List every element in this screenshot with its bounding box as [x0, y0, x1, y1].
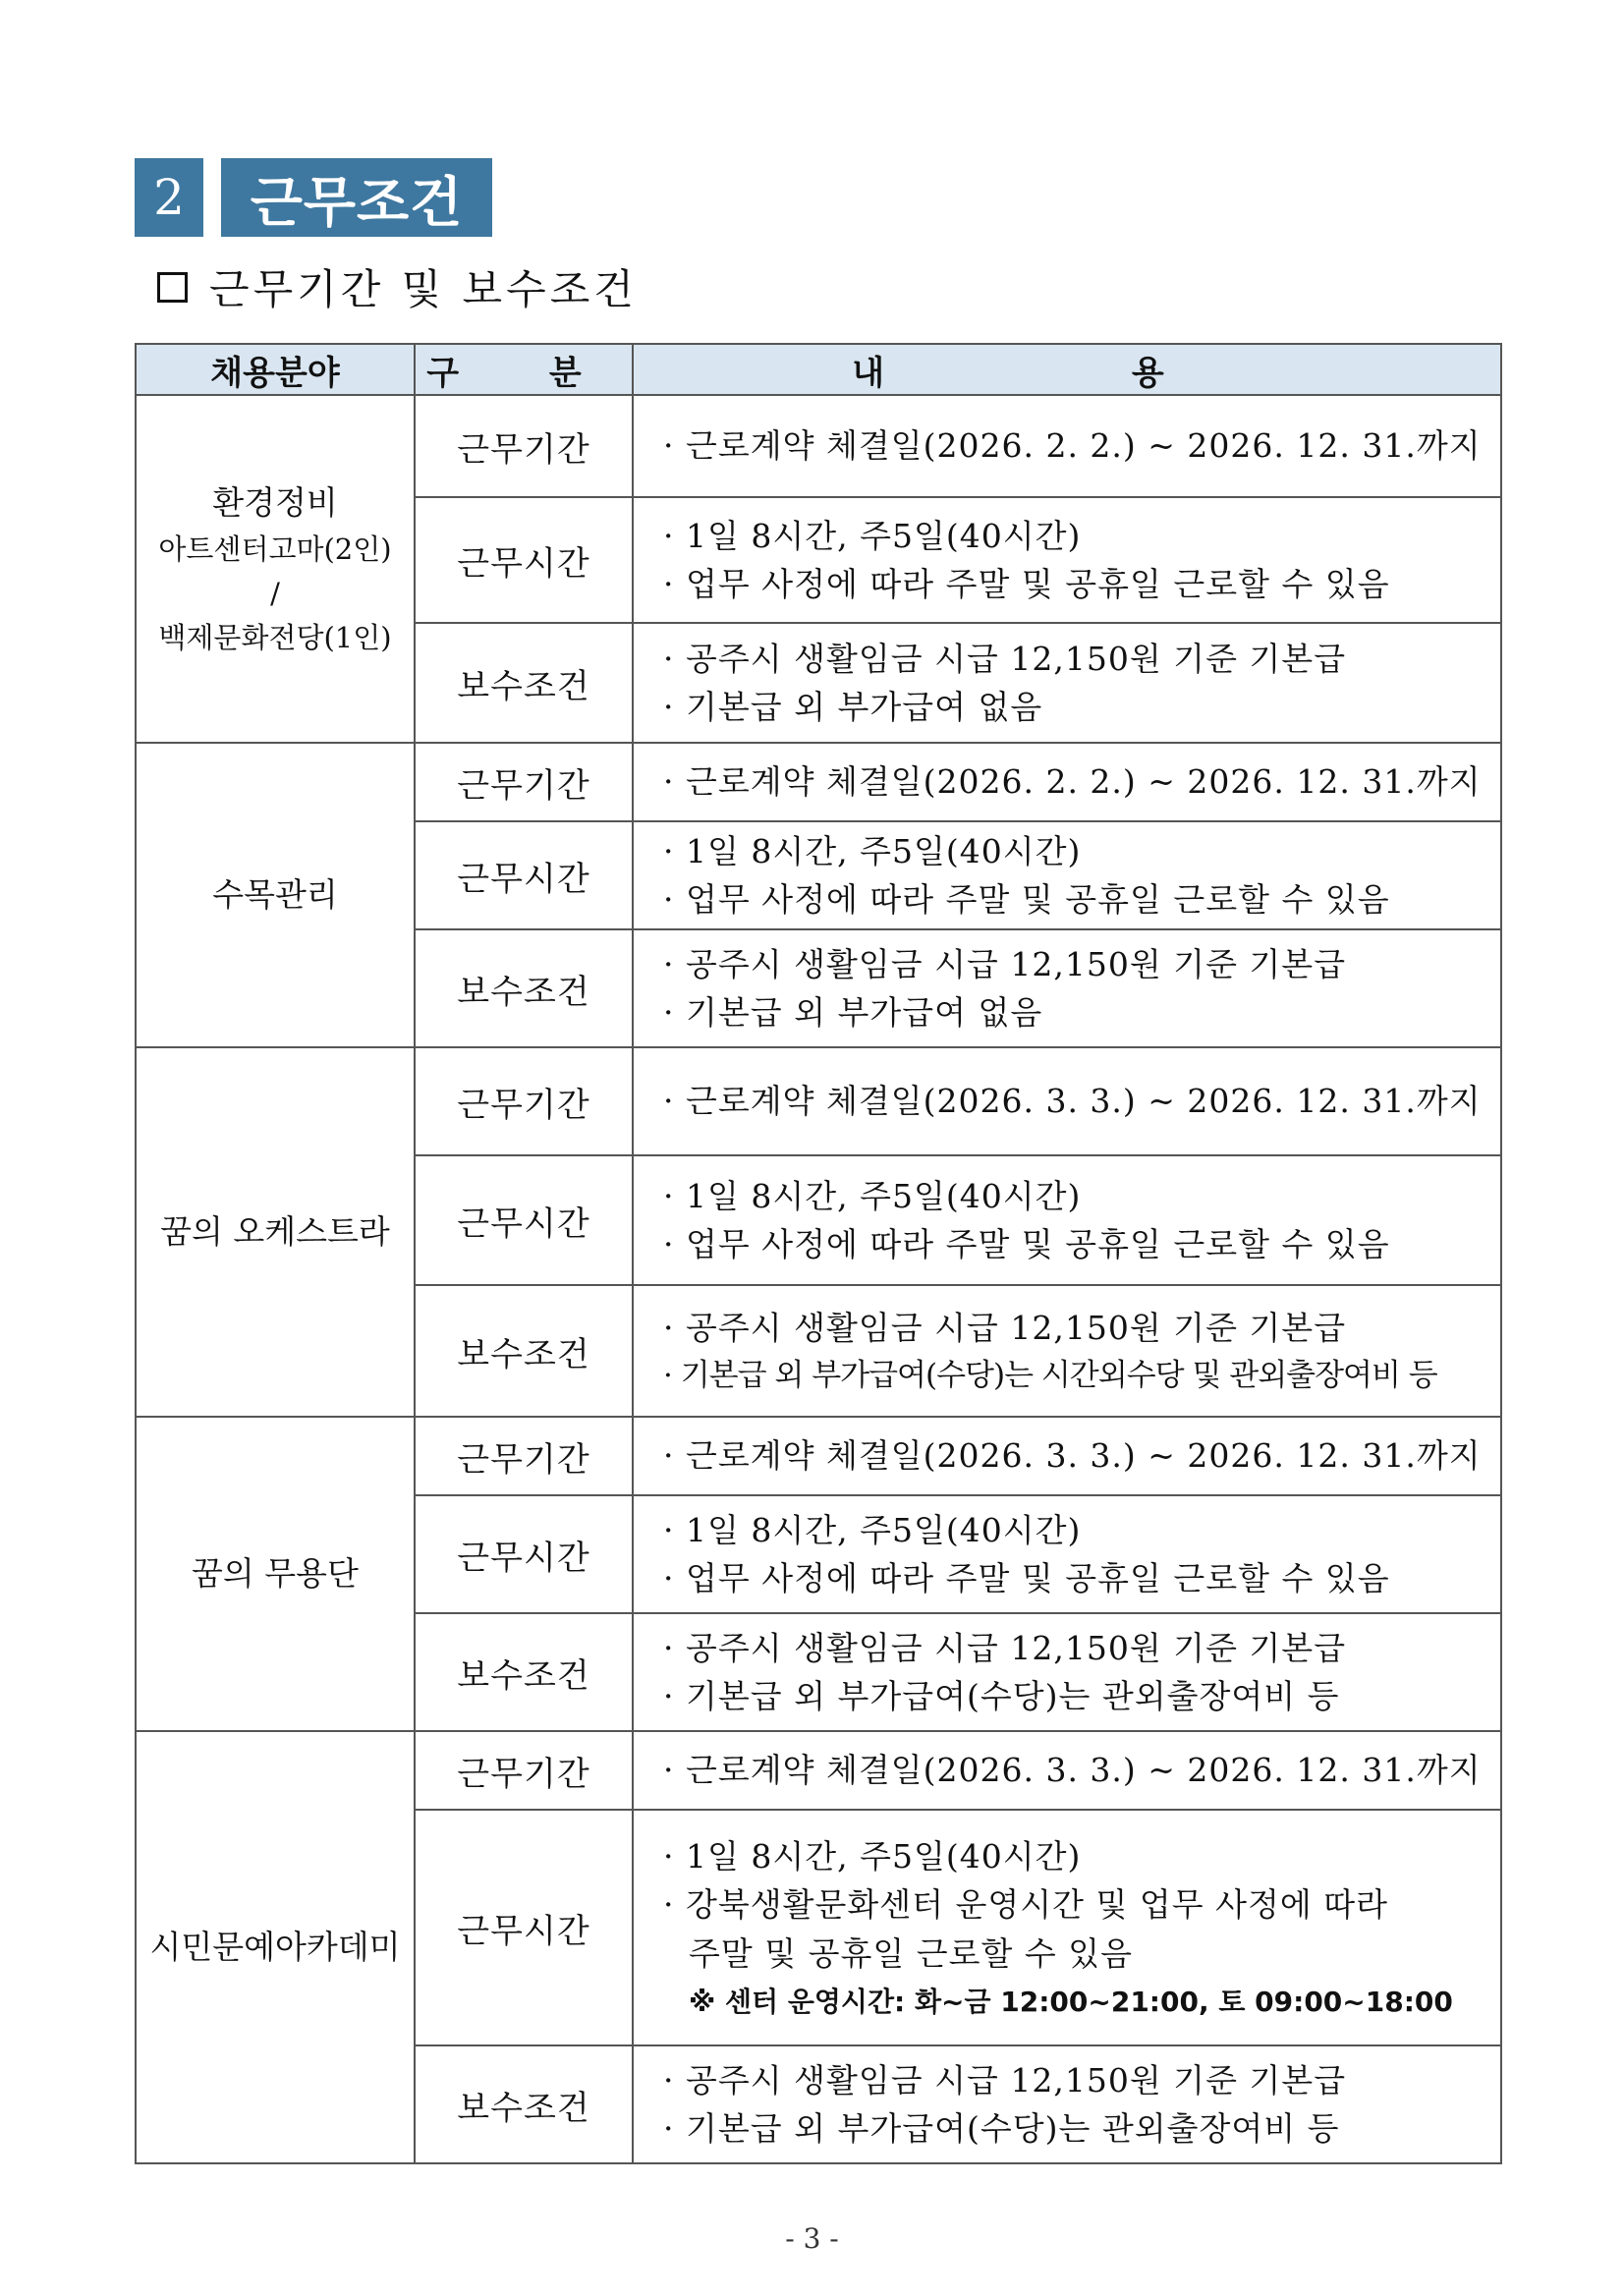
header-field: 채용분야 — [136, 344, 415, 395]
header-detail: 내 용 — [633, 344, 1501, 395]
detail-cell — [633, 395, 1501, 497]
detail-line: · 기본급 외 부가급여(수당)는 관외출장여비 등 — [663, 1677, 1340, 1715]
header-category: 구 분 — [415, 344, 633, 395]
category-cell: 근무시간 — [415, 1810, 633, 2045]
detail-line: 주말 및 공휴일 근로할 수 있음 — [689, 1933, 1133, 1973]
detail-cell — [633, 1613, 1501, 1731]
table-row — [136, 1047, 1501, 1155]
detail-cell — [633, 743, 1501, 821]
detail-cell — [633, 1285, 1501, 1417]
detail-line: · 공주시 생활임금 시급 12,150원 기준 기본급 — [663, 944, 1347, 983]
detail-line: · 공주시 생활임금 시급 12,150원 기준 기본급 — [663, 1628, 1347, 1667]
category-cell: 근무기간 — [415, 1047, 633, 1155]
category-cell: 보수조건 — [415, 2045, 633, 2163]
detail-cell — [633, 1155, 1501, 1285]
category-cell: 보수조건 — [415, 1285, 633, 1417]
field-cell — [136, 1417, 415, 1731]
field-sublabel: 백제문화전당(1인) — [158, 621, 392, 655]
field-sublabel: 아트센터고마(2인) — [158, 532, 392, 567]
field-cell — [136, 1731, 415, 2163]
detail-line: · 업무 사정에 따라 주말 및 공휴일 근로할 수 있음 — [663, 565, 1390, 603]
detail-line: · 1일 8시간, 주5일(40시간) — [663, 516, 1082, 555]
detail-line: · 1일 8시간, 주5일(40시간) — [663, 1510, 1082, 1549]
detail-cell — [633, 623, 1501, 743]
detail-cell — [633, 821, 1501, 929]
category-cell: 근무기간 — [415, 395, 633, 497]
table-row — [136, 395, 1501, 497]
detail-line: · 근로계약 체결일(2026. 3. 3.) ~ 2026. 12. 31.까지 — [663, 1082, 1482, 1121]
category-cell: 근무기간 — [415, 743, 633, 821]
field-label: 수목관리 — [212, 875, 338, 915]
page-number: - 3 - — [785, 2222, 839, 2255]
subheading-text: 근무기간 및 보수조건 — [209, 265, 638, 313]
table-row — [136, 1417, 1501, 1495]
detail-line: · 공주시 생활임금 시급 12,150원 기준 기본급 — [663, 1309, 1347, 1347]
category-cell: 근무시간 — [415, 1495, 633, 1613]
detail-line: · 기본급 외 부가급여 없음 — [663, 993, 1043, 1032]
detail-line: · 업무 사정에 따라 주말 및 공휴일 근로할 수 있음 — [663, 1225, 1390, 1263]
detail-line: · 공주시 생활임금 시급 12,150원 기준 기본급 — [663, 639, 1347, 678]
section-title: 근무조건 — [221, 158, 492, 237]
subheading — [157, 257, 638, 316]
field-cell — [136, 395, 415, 743]
table-header-row — [136, 344, 1501, 395]
field-cell — [136, 1047, 415, 1417]
field-cell — [136, 743, 415, 1047]
detail-cell — [633, 497, 1501, 623]
category-cell: 근무시간 — [415, 497, 633, 623]
category-cell: 보수조건 — [415, 929, 633, 1047]
detail-cell — [633, 1731, 1501, 1810]
field-label: 환경정비 — [212, 483, 338, 523]
checkbox-square-icon — [157, 272, 188, 303]
field-label: 꿈의 무용단 — [192, 1554, 359, 1594]
detail-cell — [633, 2045, 1501, 2163]
detail-line: · 강북생활문화센터 운영시간 및 업무 사정에 따라 — [663, 1885, 1388, 1925]
detail-line: · 근로계약 체결일(2026. 2. 2.) ~ 2026. 12. 31.까지 — [663, 762, 1482, 802]
detail-line: · 1일 8시간, 주5일(40시간) — [663, 831, 1082, 870]
category-cell: 근무기간 — [415, 1731, 633, 1810]
field-label: 꿈의 오케스트라 — [160, 1212, 390, 1252]
detail-line: · 기본급 외 부가급여 없음 — [663, 688, 1043, 726]
detail-line: · 근로계약 체결일(2026. 3. 3.) ~ 2026. 12. 31.까지 — [663, 1751, 1482, 1790]
detail-line: · 기본급 외 부가급여(수당)는 관외출장여비 등 — [663, 2109, 1340, 2148]
detail-line: · 기본급 외 부가급여(수당)는 시간외수당 및 관외출장여비 등 — [663, 1357, 1437, 1393]
detail-cell — [633, 1417, 1501, 1495]
category-cell: 근무기간 — [415, 1417, 633, 1495]
field-label: 시민문예아카데미 — [149, 1928, 401, 1967]
detail-line: · 근로계약 체결일(2026. 3. 3.) ~ 2026. 12. 31.까지 — [663, 1436, 1482, 1476]
category-cell: 보수조건 — [415, 1613, 633, 1731]
category-cell: 근무시간 — [415, 1155, 633, 1285]
detail-cell — [633, 1810, 1501, 2045]
employment-terms-table — [135, 343, 1502, 2164]
section-number: 2 — [135, 158, 203, 237]
detail-note: ※ 센터 운영시간: 화~금 12:00~21:00, 토 09:00~18:00 — [689, 1986, 1453, 2019]
detail-cell — [633, 1047, 1501, 1155]
detail-line: · 근로계약 체결일(2026. 2. 2.) ~ 2026. 12. 31.까지 — [663, 426, 1482, 466]
detail-line: · 공주시 생활임금 시급 12,150원 기준 기본급 — [663, 2060, 1347, 2100]
category-cell: 근무시간 — [415, 821, 633, 929]
table-row — [136, 743, 1501, 821]
detail-cell — [633, 929, 1501, 1047]
detail-cell — [633, 1495, 1501, 1613]
table-row — [136, 1731, 1501, 1810]
detail-line: · 업무 사정에 따라 주말 및 공휴일 근로할 수 있음 — [663, 1559, 1390, 1597]
field-separator: / — [270, 577, 280, 611]
detail-line: · 1일 8시간, 주5일(40시간) — [663, 1836, 1082, 1876]
detail-line: · 업무 사정에 따라 주말 및 공휴일 근로할 수 있음 — [663, 880, 1390, 919]
category-cell: 보수조건 — [415, 623, 633, 743]
detail-line: · 1일 8시간, 주5일(40시간) — [663, 1176, 1082, 1215]
